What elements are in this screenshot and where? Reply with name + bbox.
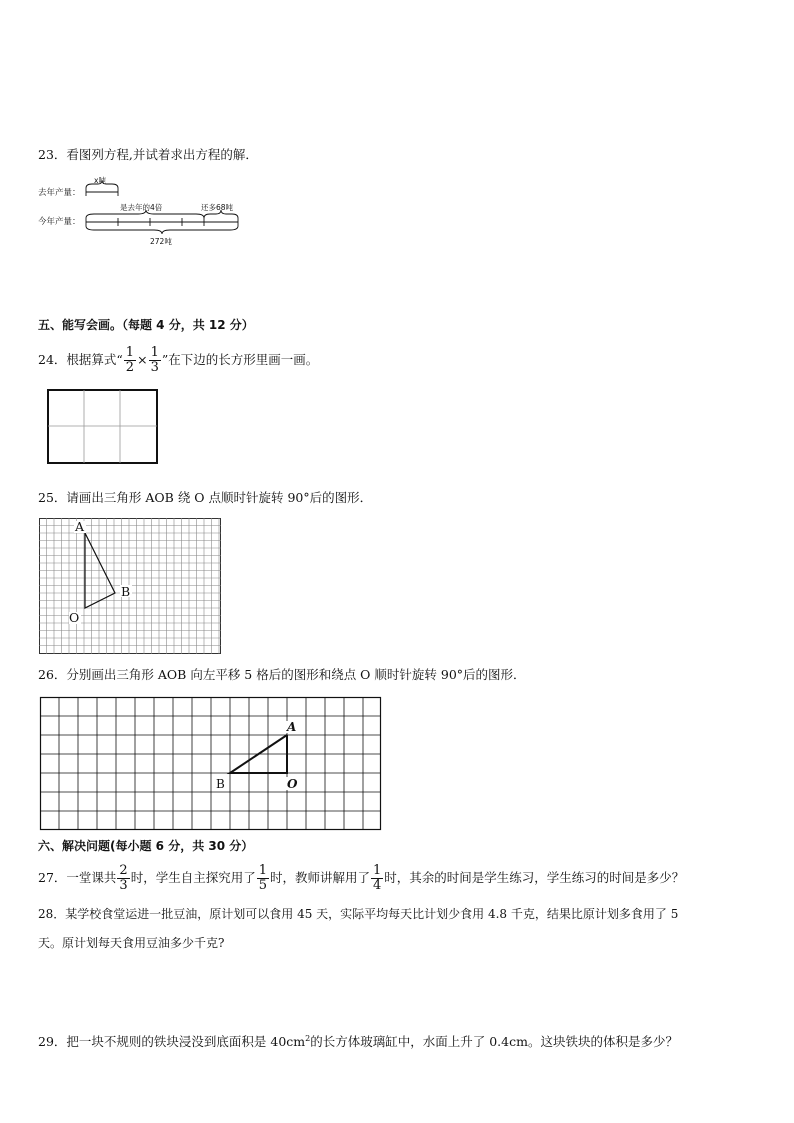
q29-superscript: 2 — [305, 1034, 311, 1043]
q25-label-o: O — [69, 610, 80, 625]
q24-suffix: ”在下边的长方形里画一画。 — [161, 352, 319, 367]
q24-times: × — [137, 352, 148, 367]
brace-total — [86, 226, 238, 234]
q25-label-a: A — [75, 519, 85, 534]
q25-text: 25．请画出三角形 AOB 绕 O 点顺时针旋转 90°后的图形． — [38, 490, 373, 505]
q23-line-diagram — [38, 172, 248, 252]
q23-text: 23．看图列方程,并试着求出方程的解． — [38, 147, 258, 162]
q26-text: 26．分别画出三角形 AOB 向左平移 5 格后的图形和绕点 O 顺时针旋转 90°后的图形． — [38, 667, 526, 682]
last-year-value: x吨 — [94, 176, 106, 185]
q24-f2-den: 3 — [150, 360, 159, 375]
q28-line-2: 天。原计划每天食用豆油多少千克? — [38, 936, 225, 950]
q27-f2-den: 5 — [258, 878, 267, 893]
q24-fraction-2 — [149, 346, 161, 375]
q27-f3-den: 4 — [373, 878, 382, 893]
q24-text — [38, 342, 318, 378]
q24-f1-den: 2 — [125, 360, 135, 375]
last-year-label: 去年产量： — [38, 188, 81, 198]
q29-part-2: 的长方体玻璃缸中，水面上升了 0.4cm。这块铁块的体积是多少？ — [310, 1034, 678, 1050]
q24-rectangle-grid — [47, 389, 159, 465]
q24-prefix: 24．根据算式“ — [38, 352, 123, 367]
q24-fraction-1 — [124, 346, 136, 375]
q25-grid — [39, 518, 221, 654]
q27-fraction-1 — [117, 864, 129, 893]
brace-more-label: 还多68吨 — [201, 203, 234, 212]
q24-f1-num: 1 — [125, 345, 135, 360]
q27-f2-num: 1 — [258, 863, 267, 878]
q26-label-o: O — [287, 777, 298, 791]
q28-line-1: 28．某学校食堂运进一批豆油，原计划可以食用 45 天，实际平均每天比计划少食用 4.8 千克，结果比原计划多食用了 5 — [38, 907, 679, 921]
q29-text — [38, 1030, 678, 1051]
q27-part-2: 时，学生自主探究用了 — [130, 870, 256, 885]
q27-f3-num: 1 — [373, 863, 382, 878]
section6-heading: 六、解决问题(每小题 6 分，共 30 分） — [38, 839, 254, 853]
q27-f1-num: 2 — [119, 863, 128, 878]
q25-label-b: B — [121, 584, 131, 599]
q29-part-1: 29．把一块不规则的铁块浸没到底面积是 40cm — [38, 1034, 306, 1050]
section5-heading: 五、能写会画。（每题 4 分，共 12 分） — [38, 318, 254, 332]
q26-label-a: A — [287, 720, 297, 734]
q27-part-4: 时，其余的时间是学生练习，学生练习的时间是多少？ — [384, 870, 685, 885]
this-year-label: 今年产量： — [38, 217, 81, 227]
q26-label-b: B — [216, 777, 225, 791]
q24-f2-num: 1 — [150, 345, 159, 360]
brace-times-label: 是去年的4倍 — [120, 203, 163, 212]
q27-part-1: 27．一堂课共 — [38, 870, 117, 885]
total-label: 272吨 — [150, 237, 172, 246]
q26-grid — [40, 697, 382, 830]
q27-fraction-2 — [257, 864, 269, 893]
q27-text — [38, 860, 684, 896]
q27-fraction-3 — [371, 864, 383, 893]
q27-part-3: 时，教师讲解用了 — [269, 870, 370, 885]
q27-f1-den: 3 — [119, 878, 128, 893]
